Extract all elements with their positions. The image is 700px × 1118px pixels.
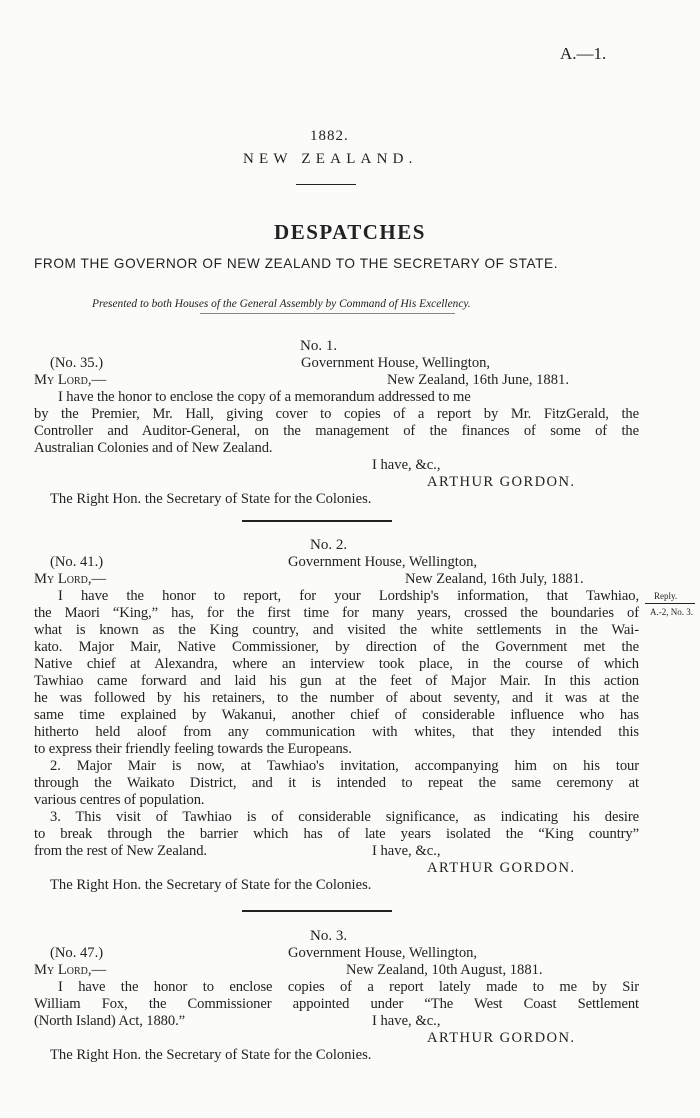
heading: DESPATCHES [274, 220, 426, 244]
body-line: kato. Major Mair, Native Commissioner, by direction of the Government met the [34, 639, 639, 655]
signature: ARTHUR GORDON. [427, 860, 576, 876]
body-line: (North Island) Act, 1880.” [34, 1013, 186, 1029]
despatch-number: No. 1. [300, 338, 338, 354]
despatch-place: Government House, Wellington, [301, 355, 491, 371]
body-line: 2. Major Mair is now, at Tawhiao's invitation, accompanying him on his tour [50, 758, 639, 774]
closing: I have, &c., [372, 457, 441, 473]
despatch-ref: (No. 47.) [50, 945, 104, 961]
salutation: My Lord,— [34, 571, 107, 587]
body-line: hitherto held aloof from any communication with whites, that they intended this [34, 724, 639, 740]
despatch-date: New Zealand, 16th July, 1881. [405, 571, 584, 587]
despatch-place: Government House, Wellington, [288, 945, 478, 961]
subheading: FROM THE GOVERNOR OF NEW ZEALAND TO THE SECRETARY OF STATE. [34, 256, 559, 271]
body-line: Australian Colonies and of New Zealand. [34, 440, 273, 456]
despatch-ref: (No. 35.) [50, 355, 104, 371]
body-line: various centres of population. [34, 792, 205, 808]
body-line: Native chief at Alexandra, where an interview took place, in the course of which [34, 656, 639, 672]
presented-note: Presented to both Houses of the General Assembly by Command of His Excellency. [92, 298, 471, 310]
body-line: I have the honor to enclose the copy of a memorandum addressed to me [58, 389, 471, 405]
body-line: William Fox, the Commissioner appointed under “The West Coast Settlement [34, 996, 639, 1012]
addressee: The Right Hon. the Secretary of State for the Colonies. [50, 877, 372, 893]
body-line: through the Waikato District, and it is intended to repeat the same ceremony at [34, 775, 639, 791]
country-title: NEW ZEALAND. [243, 151, 418, 167]
body-line: what is known as the King country, and visited the white settlements in the Wai- [34, 622, 639, 638]
salutation: My Lord,— [34, 372, 107, 388]
year: 1882. [310, 128, 349, 144]
addressee: The Right Hon. the Secretary of State for the Colonies. [50, 491, 372, 507]
body-line: to break through the barrier which has of late years isolated the “King country” [34, 826, 639, 842]
body-line: 3. This visit of Tawhiao is of considerable significance, as indicating his desire [50, 809, 639, 825]
signature: ARTHUR GORDON. [427, 1030, 576, 1046]
closing: I have, &c., [372, 1013, 441, 1029]
body-line: same time explained by Wakanui, another chief of considerable influence who has [34, 707, 639, 723]
despatch-date: New Zealand, 10th August, 1881. [346, 962, 543, 978]
body-line: he was followed by his retainers, to the number of about seventy, and it was at the [34, 690, 639, 706]
closing: I have, &c., [372, 843, 441, 859]
despatch-date: New Zealand, 16th June, 1881. [387, 372, 569, 388]
body-line: Controller and Auditor-General, on the management of the finances of some of the [34, 423, 639, 439]
despatch-number: No. 3. [310, 928, 348, 944]
body-line: by the Premier, Mr. Hall, giving cover to copies of a report by Mr. FitzGerald, the [34, 406, 639, 422]
despatch-number: No. 2. [310, 537, 348, 553]
margin-note-rule [645, 603, 695, 604]
body-line: I have the honor to report, for your Lordship's information, that Tawhiao, [58, 588, 639, 604]
title-divider [296, 184, 356, 185]
margin-note-ref: A.-2, No. 3. [650, 607, 693, 617]
body-line: from the rest of New Zealand. [34, 843, 207, 859]
presented-underline [200, 313, 455, 314]
section-divider [242, 520, 392, 522]
section-divider [242, 910, 392, 912]
signature: ARTHUR GORDON. [427, 474, 576, 490]
body-line: I have the honor to enclose copies of a report lately made to me by Sir [58, 979, 639, 995]
salutation: My Lord,— [34, 962, 107, 978]
despatch-place: Government House, Wellington, [288, 554, 478, 570]
body-line: the Maori “King,” has, for the first time for many years, crossed the boundaries of [34, 605, 639, 621]
margin-note-label: Reply. [654, 591, 678, 601]
despatch-ref: (No. 41.) [50, 554, 104, 570]
document-reference: A.—1. [560, 44, 607, 63]
body-line: to express their friendly feeling towards the Europeans. [34, 741, 352, 757]
addressee: The Right Hon. the Secretary of State for the Colonies. [50, 1047, 372, 1063]
body-line: Tawhiao came forward and laid his gun at the feet of Major Mair. In this action [34, 673, 639, 689]
